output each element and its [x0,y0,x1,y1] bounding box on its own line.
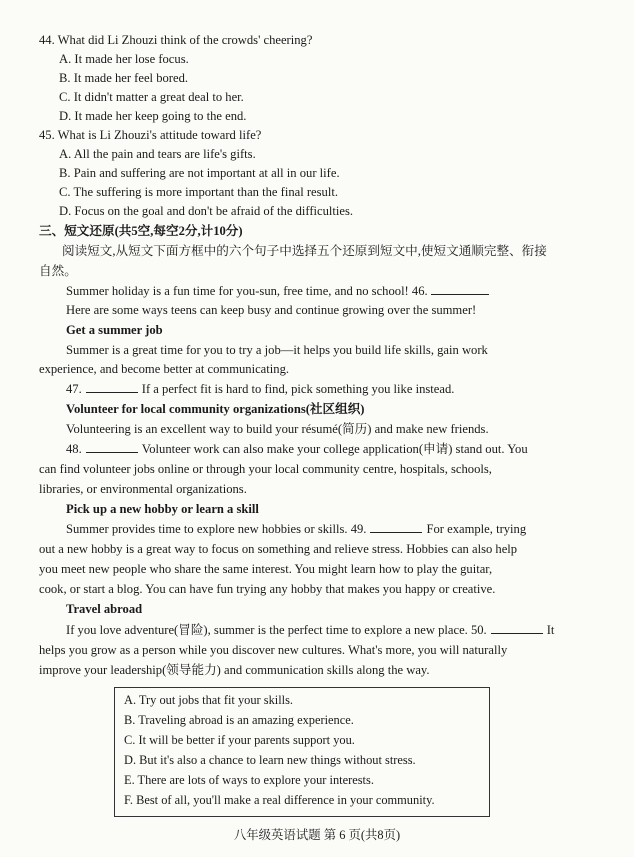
q44-option-d: D. It made her keep going to the end. [59,109,247,123]
q44-option-a: A. It made her lose focus. [59,52,189,66]
box-option-d: D. But it's also a chance to learn new things without stress. [124,753,416,767]
box-option-f: F. Best of all, you'll make a real difference in your community. [124,793,435,807]
question-45-stem: 45. What is Li Zhouzi's attitude toward life? [39,128,262,142]
passage-p2-line-2-text: Volunteer work can also make your college application(申请) stand out. You [141,442,528,456]
passage-p3-line-3: you meet new people who share the same interest. You might learn how to play the guitar, [39,562,493,576]
q45-option-d: D. Focus on the goal and don't be afraid of the difficulties. [59,204,354,218]
passage-heading-hobby: Pick up a new hobby or learn a skill [66,502,259,516]
passage-p3-line-1 [66,520,526,538]
q44-option-c: C. It didn't matter a great deal to her. [59,90,244,104]
passage-p3-line-4: cook, or start a blog. You can have fun trying any hobby that makes you happy or creative. [39,582,496,596]
question-44-stem: 44. What did Li Zhouzi think of the crowds' cheering? [39,33,313,47]
passage-p3-line-2: out a new hobby is a great way to focus on something and relieve stress. Hobbies can also help [39,542,518,556]
passage-p1-line-1: Summer is a great time for you to try a job—it helps you build life skills, gain work [66,343,488,357]
answer-blank-48[interactable] [86,441,138,453]
q45-option-c: C. The suffering is more important than the final result. [59,185,338,199]
answer-blank-50[interactable] [491,622,543,634]
box-option-b: B. Traveling abroad is an amazing experience. [124,713,354,727]
q44-option-b: B. It made her feel bored. [59,71,189,85]
passage-p1-line-2: experience, and become better at communicating. [39,362,290,376]
passage-p2-line-1: Volunteering is an excellent way to build your résumé(简历) and make new friends. [66,422,489,436]
passage-p4-line-1-text: If you love adventure(冒险), summer is the perfect time to explore a new place. 50. [66,623,487,637]
passage-p1-line-3 [66,380,454,398]
passage-p4-line-1-tail: It [546,623,555,637]
q45-option-a: A. All the pain and tears are life's gifts. [59,147,256,161]
passage-p4-line-1 [66,621,554,639]
blank-47-number: 47. [66,382,82,396]
passage-heading-travel: Travel abroad [66,602,143,616]
section-instruction-line-2: 自然。 [39,264,77,278]
passage-p2-line-3: can find volunteer jobs online or through your local community centre, hospitals, schools, [39,462,492,476]
answer-blank-47[interactable] [86,381,138,393]
blank-48-number: 48. [66,442,82,456]
q45-option-b: B. Pain and suffering are not important at all in our life. [59,166,340,180]
box-option-e: E. There are lots of ways to explore your interests. [124,773,374,787]
sentence-options-box [114,687,490,817]
section-title: 三、短文还原(共5空,每空2分,计10分) [39,224,243,238]
box-option-a: A. Try out jobs that fit your skills. [124,693,294,707]
passage-intro-line-2: Here are some ways teens can keep busy and continue growing over the summer! [66,303,477,317]
passage-p1-line-3-text: If a perfect fit is hard to find, pick something you like instead. [141,382,455,396]
passage-p2-line-2 [66,440,528,458]
passage-p2-line-4: libraries, or environmental organizations. [39,482,247,496]
passage-p4-line-2: helps you grow as a person while you discover new cultures. What's more, you will naturally [39,643,508,657]
passage-intro-line-1 [66,282,489,300]
passage-p3-line-1-tail: For example, trying [426,522,527,536]
passage-p3-line-1-text: Summer provides time to explore new hobbies or skills. 49. [66,522,367,536]
answer-blank-49[interactable] [370,521,422,533]
page-footer: 八年级英语试题 第 6 页(共8页) [233,828,401,842]
answer-blank-46[interactable] [431,283,489,295]
passage-heading-volunteer: Volunteer for local community organizations(社区组织) [66,402,365,416]
section-instruction-line-1: 阅读短文,从短文下面方框中的六个句子中选择五个还原到短文中,使短文通顺完整、衔接 [62,244,547,258]
box-option-c: C. It will be better if your parents support you. [124,733,355,747]
passage-intro-text: Summer holiday is a fun time for you-sun, free time, and no school! 46. [66,284,428,298]
passage-p4-line-3: improve your leadership(领导能力) and communication skills along the way. [39,663,430,677]
passage-heading-summer-job: Get a summer job [66,323,163,337]
